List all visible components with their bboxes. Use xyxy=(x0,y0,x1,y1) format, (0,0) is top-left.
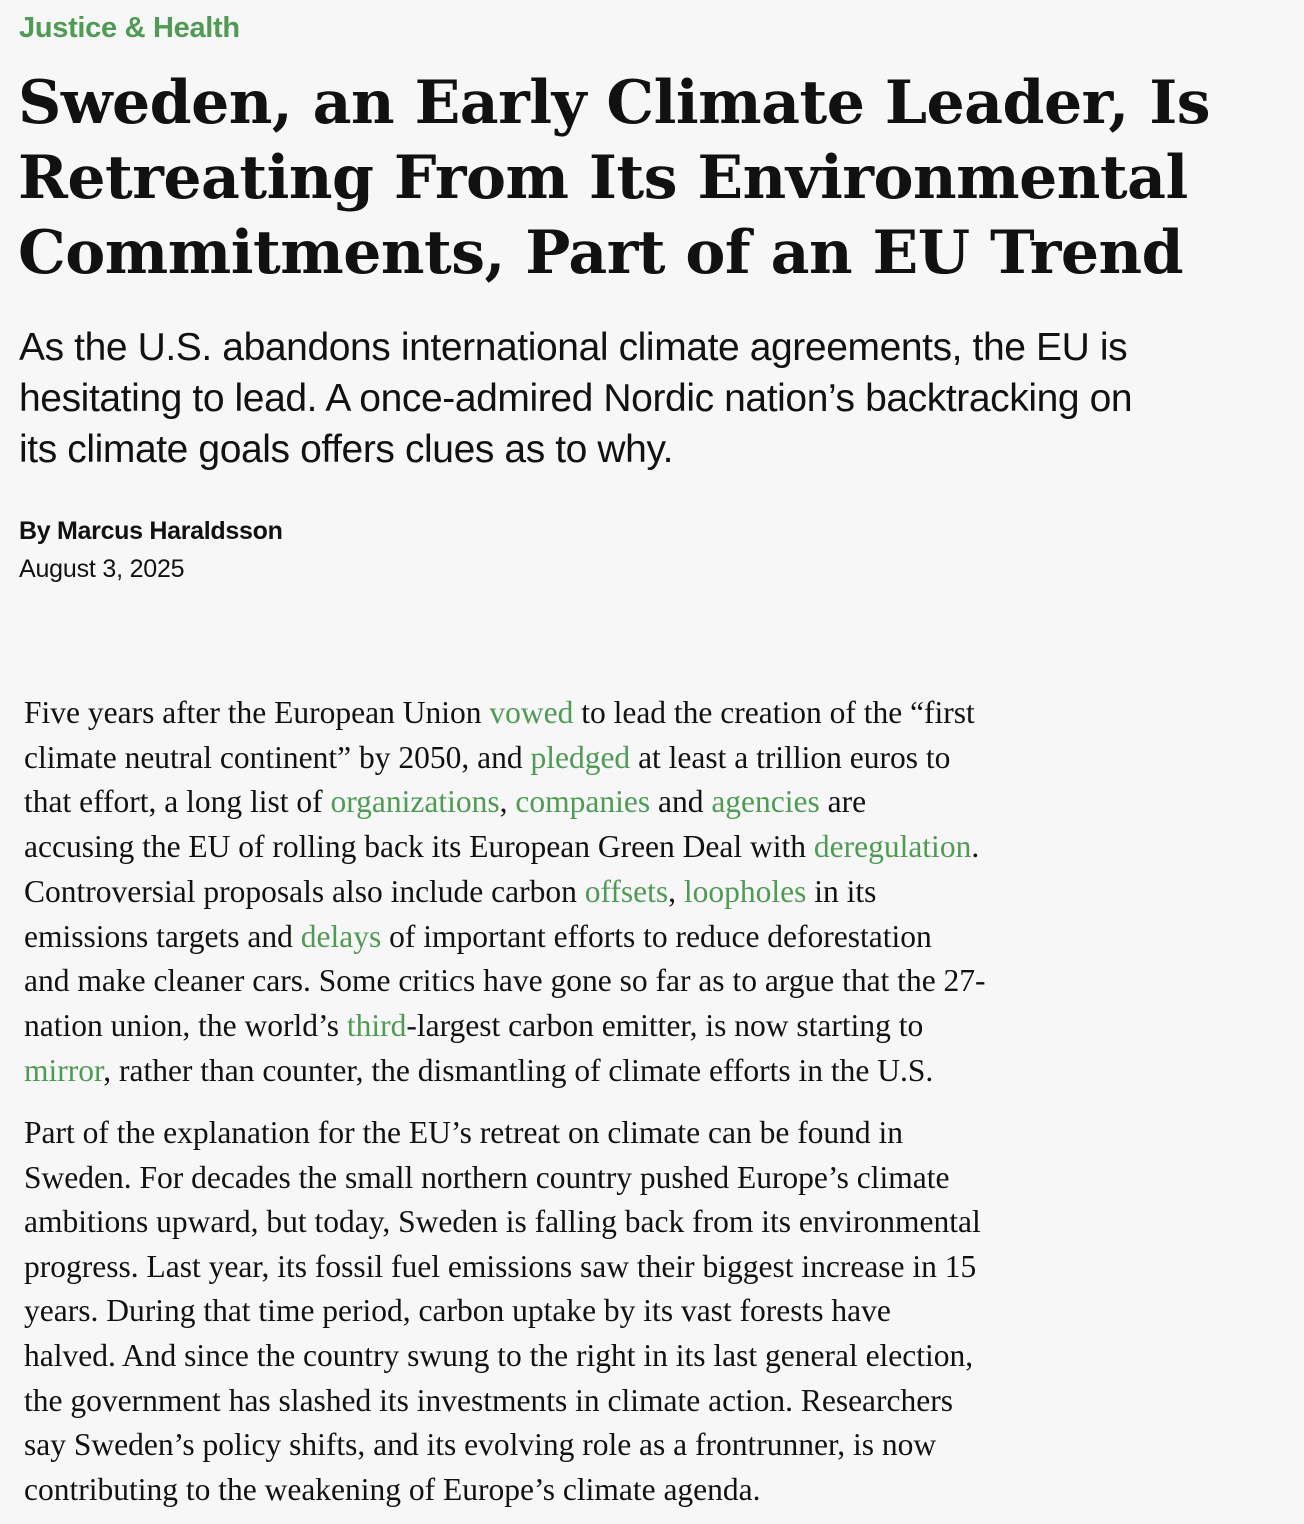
link-delays[interactable]: delays xyxy=(300,918,382,954)
body-text: Five years after the European Union xyxy=(24,695,490,730)
body-text: Controversial proposals also include carbon xyxy=(24,873,585,909)
link-deregulation[interactable]: deregulation xyxy=(813,829,972,865)
paragraph-line: Sweden. For decades the small northern country pushed Europe’s climate xyxy=(24,1159,950,1195)
link-organizations[interactable]: organizations xyxy=(330,784,500,820)
paragraph-line xyxy=(24,870,1204,915)
dek-line: hesitating to lead. A once-admired Nordic nation’s backtracking on xyxy=(19,377,1133,420)
paragraph-line xyxy=(24,736,1204,781)
category-link[interactable]: Justice & Health xyxy=(19,12,240,44)
link-agencies[interactable]: agencies xyxy=(711,784,820,820)
link-third[interactable]: third xyxy=(346,1007,407,1043)
dek-line: As the U.S. abandons international climate agreements, the EU is xyxy=(19,326,1128,369)
paragraph-line: years. During that time period, carbon uptake by its vast forests have xyxy=(24,1293,891,1329)
body-text: that effort, a long list of xyxy=(24,784,331,820)
body-text: in its xyxy=(806,873,877,909)
link-vowed[interactable]: vowed xyxy=(489,695,574,730)
body-text: accusing the EU of rolling back its European Green Deal with xyxy=(24,829,814,865)
body-text: . xyxy=(971,829,980,865)
link-companies[interactable]: companies xyxy=(515,784,651,820)
paragraph-line xyxy=(24,1004,1204,1049)
paragraph-line: Part of the explanation for the EU’s retreat on climate can be found in xyxy=(24,1115,904,1150)
link-offsets[interactable]: offsets xyxy=(584,873,669,909)
paragraph-line: halved. And since the country swung to the right in its last general election, xyxy=(24,1337,974,1373)
body-text: emissions targets and xyxy=(24,918,301,954)
body-paragraph-1 xyxy=(24,691,1204,1093)
article-dek xyxy=(19,322,1289,475)
body-text: climate neutral continent” by 2050, and xyxy=(24,739,531,775)
headline-line: Retreating From Its Environmental xyxy=(18,143,1188,213)
body-text: are xyxy=(819,784,867,820)
body-text: to lead the creation of the “first xyxy=(573,695,975,730)
paragraph-line xyxy=(24,915,1204,960)
paragraph-line xyxy=(24,780,1204,825)
body-text: -largest carbon emitter, is now starting to xyxy=(406,1007,924,1043)
publish-date: August 3, 2025 xyxy=(19,555,185,583)
body-text: nation union, the world’s xyxy=(24,1007,347,1043)
body-text: and xyxy=(650,784,712,820)
paragraph-line xyxy=(24,825,1204,870)
body-text: at least a trillion euros to xyxy=(630,739,951,775)
paragraph-line: contributing to the weakening of Europe’s climate agenda. xyxy=(24,1471,761,1507)
author-link[interactable]: Marcus Haraldsson xyxy=(57,517,283,545)
article-headline xyxy=(18,66,1300,291)
body-text: , xyxy=(499,784,516,820)
link-loopholes[interactable]: loopholes xyxy=(683,873,807,909)
paragraph-line: the government has slashed its investments in climate action. Researchers xyxy=(24,1382,953,1418)
body-text: , rather than counter, the dismantling of climate efforts in the U.S. xyxy=(103,1052,934,1088)
byline xyxy=(19,513,283,549)
dek-line: its climate goals offers clues as to why. xyxy=(19,428,674,471)
headline-line: Commitments, Part of an EU Trend xyxy=(18,218,1184,288)
paragraph-line: and make cleaner cars. Some critics have gone so far as to argue that the 27- xyxy=(24,963,986,999)
paragraph-line xyxy=(24,691,1204,736)
headline-line: Sweden, an Early Climate Leader, Is xyxy=(18,68,1211,138)
byline-prefix: By xyxy=(19,517,51,545)
paragraph-line: progress. Last year, its fossil fuel emissions saw their biggest increase in 15 xyxy=(24,1248,977,1284)
body-text: of important efforts to reduce deforestation xyxy=(381,918,932,954)
paragraph-line: say Sweden’s policy shifts, and its evolving role as a frontrunner, is now xyxy=(24,1427,937,1463)
body-paragraph-2 xyxy=(24,1111,1204,1512)
body-text: , xyxy=(668,873,684,909)
paragraph-line: ambitions upward, but today, Sweden is falling back from its environmental xyxy=(24,1204,981,1240)
paragraph-line xyxy=(24,1049,1204,1094)
link-pledged[interactable]: pledged xyxy=(530,739,631,775)
link-mirror[interactable]: mirror xyxy=(24,1052,104,1088)
